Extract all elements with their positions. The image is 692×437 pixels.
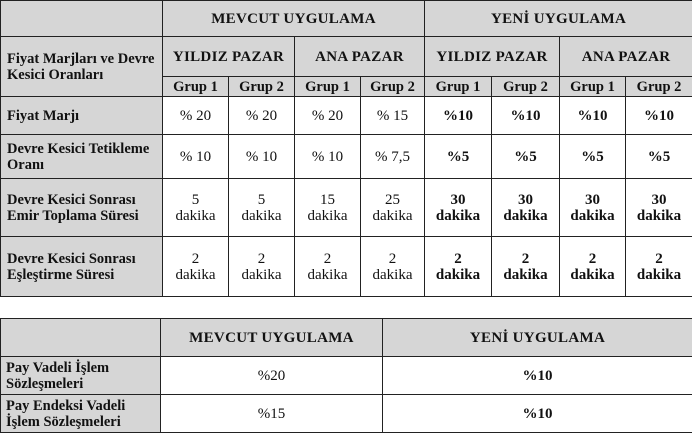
- value-cell: 2 dakika: [163, 237, 229, 297]
- value-cell: % 20: [163, 97, 229, 135]
- value-cell: 2 dakika: [229, 237, 295, 297]
- value-cell: %10: [383, 395, 692, 433]
- table-row: [1, 357, 692, 395]
- row-label: Devre Kesici Sonrası Eşleştirme Süresi: [1, 237, 163, 297]
- row-label: Fiyat Marjı: [1, 97, 163, 135]
- group-header: Grup 1: [295, 77, 361, 97]
- value-cell: 30 dakika: [492, 179, 560, 237]
- group-header: Grup 2: [361, 77, 425, 97]
- market-header-star-new: YILDIZ PAZAR: [425, 37, 560, 77]
- row-label: Pay Endeksi Vadeli İşlem Sözleşmeleri: [1, 395, 161, 433]
- value-cell: %15: [161, 395, 383, 433]
- value-cell: % 10: [295, 135, 361, 179]
- value-cell: 2 dakika: [295, 237, 361, 297]
- value-cell: % 20: [295, 97, 361, 135]
- group-header: Grup 2: [626, 77, 692, 97]
- value-cell: % 10: [229, 135, 295, 179]
- value-cell: 30 dakika: [425, 179, 492, 237]
- group-header: Grup 2: [492, 77, 560, 97]
- table-row: [1, 395, 692, 433]
- futures-margin-table: [0, 318, 692, 433]
- value-cell: 5 dakika: [163, 179, 229, 237]
- table-row: [1, 237, 692, 297]
- value-cell: %5: [425, 135, 492, 179]
- value-cell: %10: [626, 97, 692, 135]
- value-cell: % 10: [163, 135, 229, 179]
- value-cell: % 15: [361, 97, 425, 135]
- value-cell: %5: [626, 135, 692, 179]
- current-practice-header: MEVCUT UYGULAMA: [161, 319, 383, 357]
- value-cell: %20: [161, 357, 383, 395]
- market-header-star-current: YILDIZ PAZAR: [163, 37, 295, 77]
- value-cell: 2 dakika: [492, 237, 560, 297]
- table-row: [1, 97, 692, 135]
- market-header-main-current: ANA PAZAR: [295, 37, 425, 77]
- table-row: [1, 179, 692, 237]
- value-cell: %5: [560, 135, 626, 179]
- corner-blank-cell: [1, 319, 161, 357]
- row-label: Devre Kesici Tetikleme Oranı: [1, 135, 163, 179]
- value-cell: 30 dakika: [560, 179, 626, 237]
- value-cell: 30 dakika: [626, 179, 692, 237]
- value-cell: 5 dakika: [229, 179, 295, 237]
- value-cell: 15 dakika: [295, 179, 361, 237]
- value-cell: 2 dakika: [361, 237, 425, 297]
- corner-label: Fiyat Marjları ve Devre Kesici Oranları: [1, 37, 163, 97]
- value-cell: %10: [560, 97, 626, 135]
- value-cell: 2 dakika: [425, 237, 492, 297]
- table-row: [1, 135, 692, 179]
- group-header: Grup 1: [163, 77, 229, 97]
- group-header: Grup 1: [425, 77, 492, 97]
- value-cell: 25 dakika: [361, 179, 425, 237]
- value-cell: % 20: [229, 97, 295, 135]
- group-header: Grup 2: [229, 77, 295, 97]
- row-label: Devre Kesici Sonrası Emir Toplama Süresi: [1, 179, 163, 237]
- row-label: Pay Vadeli İşlem Sözleşmeleri: [1, 357, 161, 395]
- new-practice-header: YENİ UYGULAMA: [425, 1, 692, 37]
- current-practice-header: MEVCUT UYGULAMA: [163, 1, 425, 37]
- market-header-main-new: ANA PAZAR: [560, 37, 692, 77]
- corner-blank-cell: [1, 1, 163, 37]
- group-header: Grup 1: [560, 77, 626, 97]
- value-cell: %10: [492, 97, 560, 135]
- value-cell: 2 dakika: [626, 237, 692, 297]
- value-cell: %5: [492, 135, 560, 179]
- value-cell: 2 dakika: [560, 237, 626, 297]
- value-cell: % 7,5: [361, 135, 425, 179]
- value-cell: %10: [425, 97, 492, 135]
- value-cell: %10: [383, 357, 692, 395]
- new-practice-header: YENİ UYGULAMA: [383, 319, 692, 357]
